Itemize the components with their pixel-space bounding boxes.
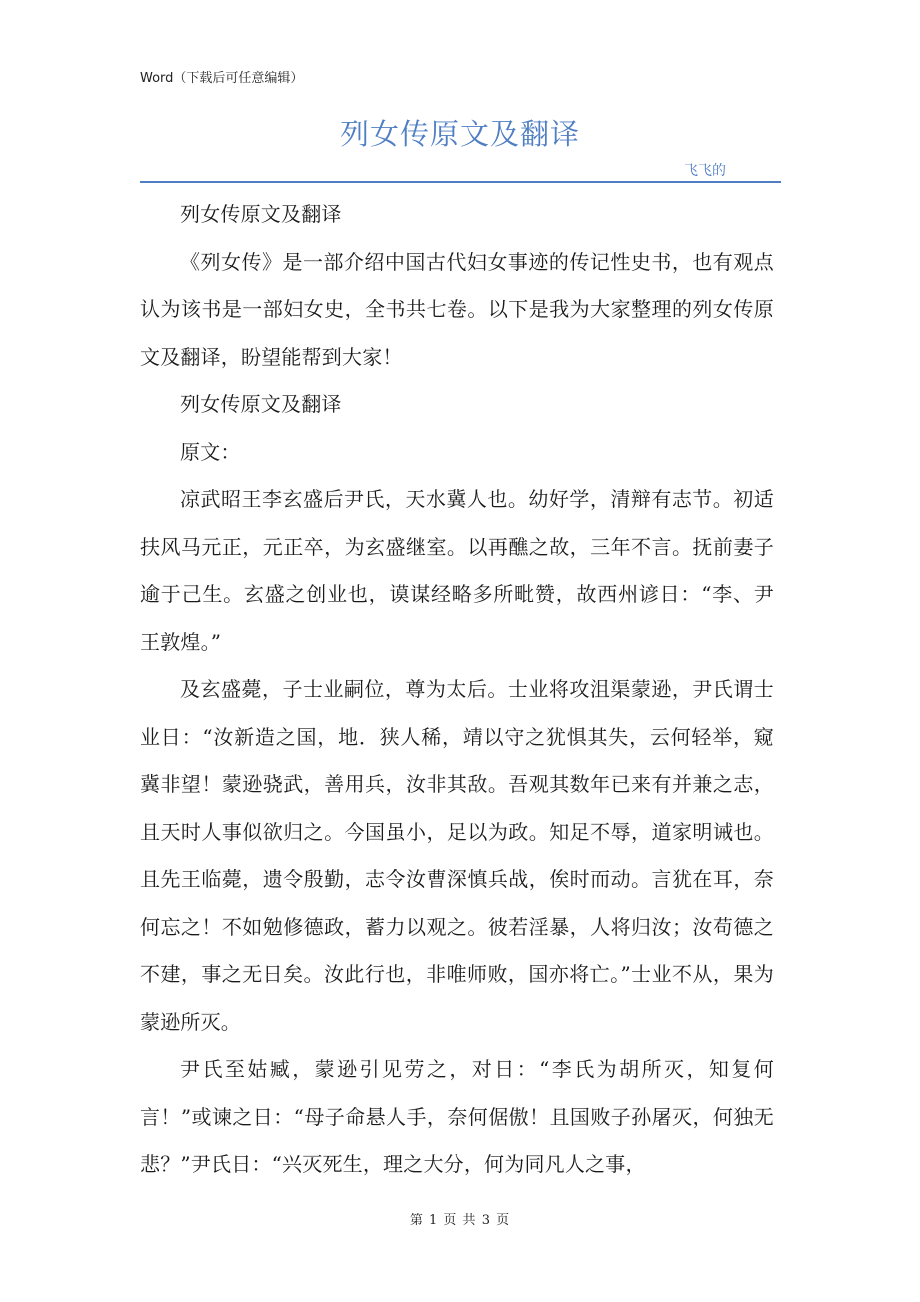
title-divider: [140, 181, 781, 183]
paragraph: 列女传原文及翻译: [180, 392, 342, 416]
header-note: Word（下载后可任意编辑）: [140, 71, 304, 86]
paragraph: 及玄盛薨，子士业嗣位，尊为太后。士业将攻沮渠蒙逊，尹氏谓士业日：“汝新造之国，地．狭人稀，靖以守之犹惧其失，云何轻举，窥冀非望！蒙逊骁武，善用兵，汝非其敌。吾观其数年已来有并兼之志，且天时人事似欲归之。今国虽小，足以为政。知足不辱，道家明诫也。且先王临薨，遗令殷勤，志令汝曹深慎兵战，俟时而动。言犹在耳，奈何忘之！不如勉修德政，蓄力以观之。彼若淫暴，人将归汝；汝苟德之不建，事之无日矣。汝此行也，非唯师败，国亦将亡。”士业不从，果为蒙逊所灭。: [140, 677, 774, 1034]
paragraph: 列女传原文及翻译: [180, 202, 342, 226]
document-body: [140, 191, 774, 1189]
paragraph: 《列女传》是一部介绍中国古代妇女事迹的传记性史书，也有观点认为该书是一部妇女史，全书共七卷。以下是我为大家整理的列女传原文及翻译，盼望能帮到大家！: [140, 249, 774, 369]
page-number: 第 1 页 共 3 页: [409, 1213, 511, 1228]
paragraph: 尹氏至姑臧，蒙逊引见劳之，对日：“李氏为胡所灭，知复何言！”或谏之日：“母子命悬人手，奈何倨傲！且国败子孙屠灭，何独无悲？”尹氏日：“兴灭死生，理之大分，何为同凡人之事，: [140, 1057, 774, 1176]
author-name: 飞飞的: [684, 163, 726, 179]
document-title: 列女传原文及翻译: [339, 117, 580, 151]
paragraph: 原文：: [180, 439, 241, 464]
paragraph: 凉武昭王李玄盛后尹氏，天水冀人也。幼好学，清辩有志节。初适扶风马元正，元正卒，为玄盛继室。以再醮之故，三年不言。抚前妻子逾于己生。玄盛之创业也，谟谋经略多所毗赞，故西州谚日：“李、尹王敦煌。”: [140, 487, 774, 654]
